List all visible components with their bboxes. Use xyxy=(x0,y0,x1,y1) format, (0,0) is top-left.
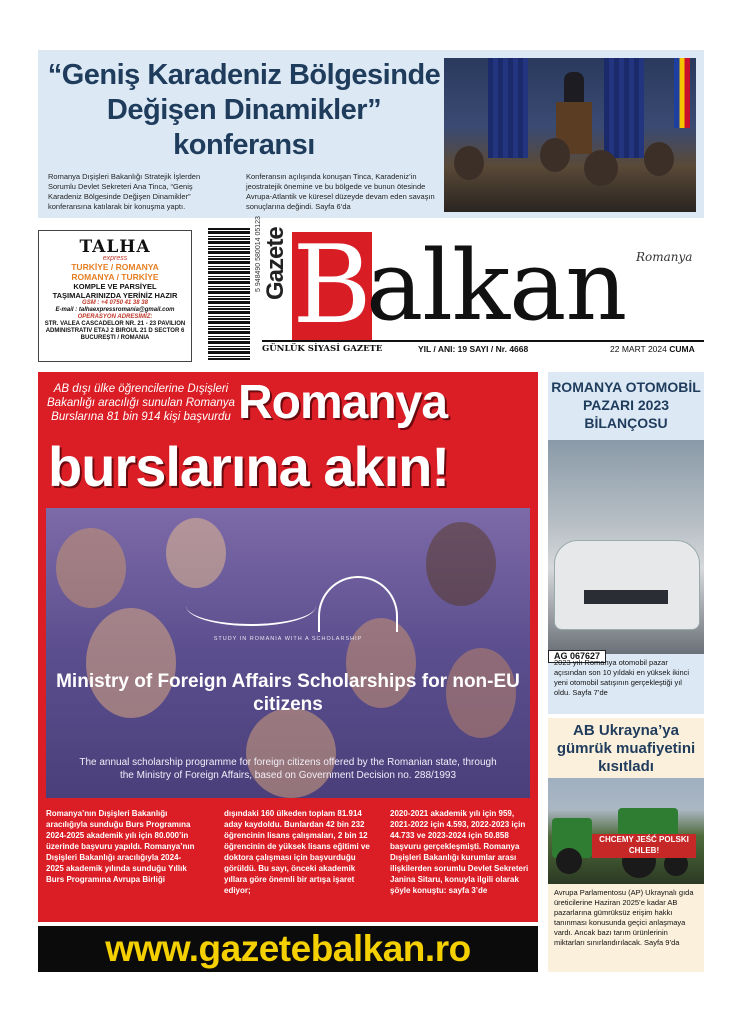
ad-op-label: OPERASYON ADRESİMİZ: xyxy=(77,314,153,320)
license-plate: AG 067627 xyxy=(548,650,606,663)
photo-subtitle: STUDY IN ROMANIA WITH A SCHOLARSHIP xyxy=(213,636,363,642)
ukraine-title[interactable]: AB Ukrayna’ya gümrük muafiyetini kısıtladı xyxy=(556,722,696,775)
ad-email: E-mail : talhaexpressromania@gmail.com xyxy=(55,307,175,313)
athenaeum-logo-icon xyxy=(318,576,398,632)
speaker-figure xyxy=(564,72,584,106)
main-story[interactable] xyxy=(38,372,538,922)
photo-body: The annual scholarship programme for foreign citizens offered by the Romanian state, through the Ministry of Foreign Affairs, based on Government Decision no. 288/1993 xyxy=(79,757,497,781)
ad-address: STR. VALEA CASCADELOR NR. 21 - 23 PAVILION ADMINISTRATIV ETAJ 2 BIROUL 21 D SECTOR 6 BUCUREȘTI / ROMANIA xyxy=(44,321,186,341)
masthead-alkan: alkan xyxy=(366,230,627,342)
ad-logo: TALHA xyxy=(79,237,151,257)
ad-gsm: GSM : +4 0750 41 38 38 xyxy=(82,300,148,306)
protest-banner: CHCEMY JEŚĆ POLSKI CHLEB! xyxy=(592,834,696,858)
ukraine-caption: Avrupa Parlamentosu (AP) Ukraynalı gıda üreticilerine Haziran 2025’e kadar AB pazarlarına gümrüksüz erişim hakkı tanınması konusunda geçici anlaşmaya vardı. Ancak bazı tarım ürünlerinin miktarları sınırlandırılacak. Sayfa 9’da xyxy=(554,888,694,947)
ad-route-2: ROMANYA / TURKİYE xyxy=(71,272,159,282)
ad-route-1: TURKİYE / ROMANYA xyxy=(71,262,159,272)
scholarship-logo-wave-icon xyxy=(186,586,316,626)
main-headline-line-2[interactable]: burslarına akın! xyxy=(48,435,450,498)
top-story-banner[interactable] xyxy=(38,50,704,218)
ad-line-1: KOMPLE VE PARSİYEL xyxy=(73,282,157,291)
main-headline-line-1[interactable]: Romanya xyxy=(238,376,448,429)
masthead-b-logo: B xyxy=(292,223,372,348)
car-grill xyxy=(584,590,668,604)
masthead-date xyxy=(610,344,695,354)
masthead-edition: Romanya xyxy=(636,250,693,264)
top-story-column-1: Romanya Dışişleri Bakanlığı Stratejik İşlerden Sorumlu Devlet Sekreteri Ana Tinca, “Geniş Karadeniz Bölgesinde Değişen Dinamikler” konferansına katılarak bir konuşma yaptı. xyxy=(48,172,201,211)
main-column-3: 2020-2021 akademik yılı için 959, 2021-2022 için 4.593, 2022-2023 için 44.733 ve 2023-2024 için 50.858 başvuru gerçekleşmişti. Romanya Dışişleri Bakanlığı kurumlar arası ilişkilerden sorumlu Devlet Sekreteri Janina Sitaru, konuyla ilgili olarak şöyle konuştu: sayfa 3’de xyxy=(390,809,529,895)
masthead-gazete: Gazete xyxy=(262,227,289,300)
ad-logo-sub: express xyxy=(102,255,128,262)
ukraine-story[interactable] xyxy=(548,718,704,972)
main-kicker: AB dışı ülke öğrencilerine Dışişleri Bakanlığı aracılığı sunulan Romanya Burslarına 81 bin 914 kişi başvurdu xyxy=(47,383,235,423)
ad-line-2: TAŞIMALARINIZDA YERİNİZ HAZIR xyxy=(52,291,178,300)
car-body xyxy=(554,540,700,630)
main-column-2: dışındaki 160 ülkeden toplam 81.914 aday kaydoldu. Bunlardan 42 bin 232 öğrencinin lisans çalışmaları, 2 bin 12 öğrencinin de yüksek lisans eğitimi ve doktora çalışması için başvurduğu görüldü. Bu sayı, önceki akademik yıllara göre önemli bir artışa işaret ediyor; xyxy=(224,809,370,895)
talha-express-ad[interactable] xyxy=(38,230,192,362)
conference-photo xyxy=(444,58,696,212)
masthead-tagline: GÜNLÜK SİYASİ GAZETE xyxy=(262,344,383,354)
barcode-number: 5 948490 580014 05123 xyxy=(255,216,262,292)
car-photo xyxy=(548,440,704,661)
masthead-issue: YIL / ANI: 19 SAYI / Nr. 4668 xyxy=(418,344,529,354)
top-story-headline[interactable]: “Geniş Karadeniz Bölgesinde Değişen Dinamikler” konferansı xyxy=(47,59,441,161)
barcode xyxy=(208,228,250,360)
romania-flag-icon xyxy=(674,58,690,128)
car-market-story[interactable] xyxy=(548,372,704,714)
date-text: 22 MART 2024 xyxy=(610,344,667,354)
photo-title: Ministry of Foreign Affairs Scholarships for non-EU citizens xyxy=(56,671,520,715)
day-text: CUMA xyxy=(669,344,695,354)
main-column-1: Romanya’nın Dışişleri Bakanlığı aracılığıyla sunduğu Burs Programına 2024-2025 akademik yılı için 80.000’in üzerinde başvuru yapıldı. Romanya’nın Dışişleri Bakanlığı aracılığıyla 2024-2025 akademik yılında sunduğu Yıllık Burs Programına Avrupa Birliği xyxy=(46,809,195,884)
tractor-protest-photo xyxy=(548,778,704,884)
masthead-rule xyxy=(262,340,704,342)
website-link[interactable]: www.gazetebalkan.ro xyxy=(38,926,538,972)
top-story-column-2: Konferansın açılışında konuşan Tinca, Karadeniz’in jeostratejik önemine ve bu bölgede ve bunun ötesinde Avrupa-Atlantik ve küresel düzeyde devam eden savaşın sonuçlarına değindi. Sayfa 6’da xyxy=(246,172,435,211)
students-photo xyxy=(46,508,530,798)
car-market-caption: 2023 yılı Romanya otomobil pazar açısından son 10 yıldaki en yüksek ikinci yeni otomobil satışının gerçekleştiği yıl oldu. Sayfa 7’de xyxy=(554,658,690,697)
car-market-title[interactable]: ROMANYA OTOMOBİL PAZARI 2023 BİLANÇOSU xyxy=(551,379,701,431)
